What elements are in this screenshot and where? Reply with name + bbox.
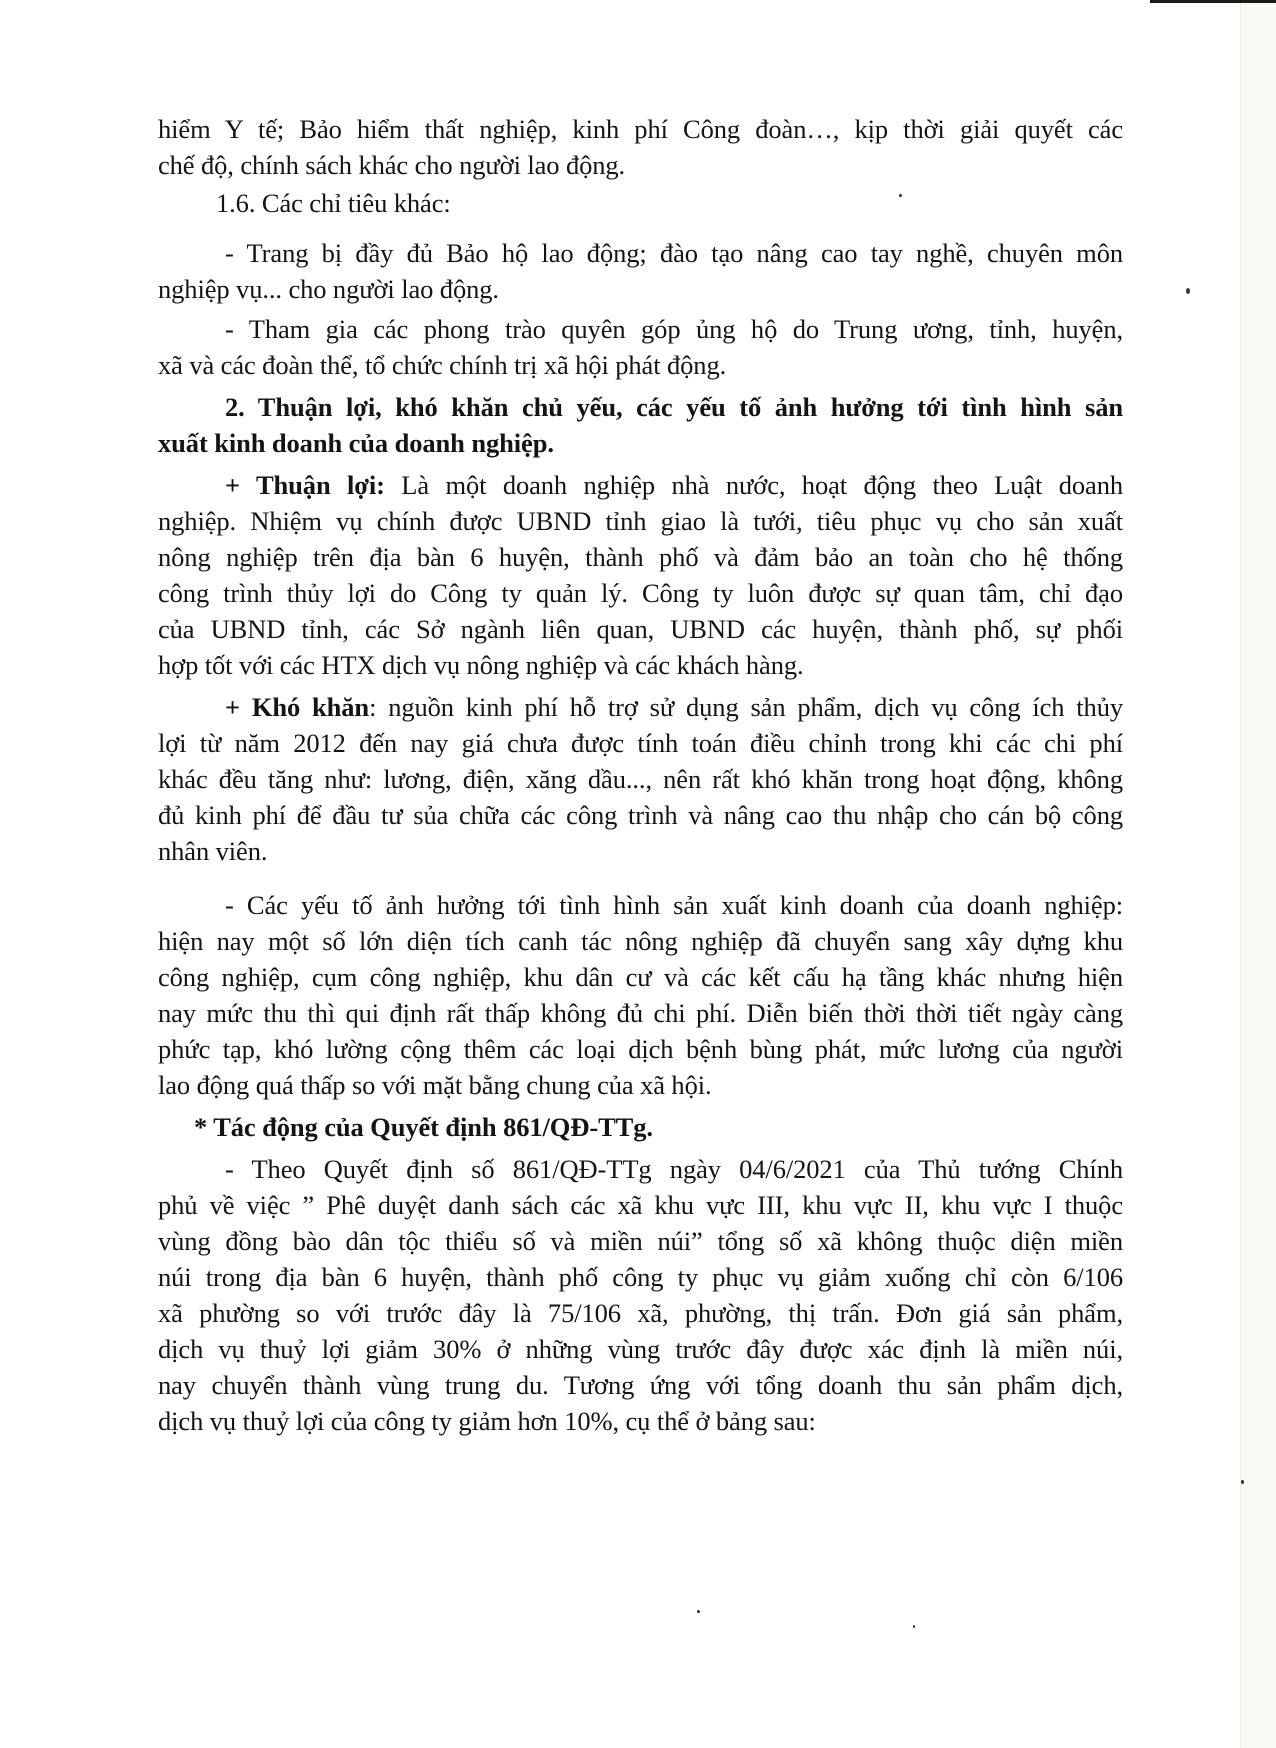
text-line: xã và các đoàn thể, tổ chức chính trị xã hội phát động. xyxy=(158,350,727,380)
text-line: hiện nay một số lớn diện tích canh tác nông nghiệp đã chuyển sang xây dựng khu xyxy=(158,926,1123,956)
text-line: nhân viên. xyxy=(158,836,268,866)
text-line: khác đều tăng như: lương, điện, xăng dầu..., nên rất khó khăn trong hoạt động, không xyxy=(158,764,1123,794)
difficulties-label: + Khó khăn xyxy=(225,692,370,722)
text-line: hiểm Y tế; Bảo hiểm thất nghiệp, kinh phí Công đoàn…, kịp thời giải quyết các xyxy=(158,114,1123,144)
text-line: - Theo Quyết định số 861/QĐ-TTg ngày 04/6/2021 của Thủ tướng Chính xyxy=(225,1154,1123,1184)
section-heading-2: 2. Thuận lợi, khó khăn chủ yếu, các yếu tố ảnh hưởng tới tình hình sản xyxy=(225,392,1123,422)
text-line: hợp tốt với các HTX dịch vụ nông nghiệp và các khách hàng. xyxy=(158,650,804,680)
text-line: phức tạp, khó lường cộng thêm các loại dịch bệnh bùng phát, mức lương của người xyxy=(158,1034,1123,1064)
scan-speck xyxy=(1241,1480,1244,1484)
text-line: nghiệp. Nhiệm vụ chính được UBND tỉnh giao là tưới, tiêu phục vụ cho sản xuất xyxy=(158,506,1123,536)
scan-right-edge xyxy=(1240,3,1276,1748)
section-heading-1-6: 1.6. Các chỉ tiêu khác: xyxy=(216,188,451,218)
scan-speck xyxy=(697,1610,700,1613)
text-line: lợi từ năm 2012 đến nay giá chưa được tính toán điều chỉnh trong khi các chi phí xyxy=(158,728,1123,758)
text-line: - Tham gia các phong trào quyên góp ủng hộ do Trung ương, tỉnh, huyện, xyxy=(225,314,1123,344)
text-line: + Khó khăn: nguồn kinh phí hỗ trợ sử dụng sản phẩm, dịch vụ công ích thủy xyxy=(225,692,1123,722)
scan-speck xyxy=(913,1625,915,1628)
text-line: lao động quá thấp so với mặt bằng chung của xã hội. xyxy=(158,1070,712,1100)
section-heading-861: * Tác động của Quyết định 861/QĐ-TTg. xyxy=(194,1112,653,1142)
text-line: + Thuận lợi: Là một doanh nghiệp nhà nước, hoạt động theo Luật doanh xyxy=(225,470,1123,500)
text-line: xã phường so với trước đây là 75/106 xã, phường, thị trấn. Đơn giá sản phẩm, xyxy=(158,1298,1123,1328)
text-line: phủ về việc ” Phê duyệt danh sách các xã khu vực III, khu vực II, khu vực I thuộc xyxy=(158,1190,1123,1220)
text-line: của UBND tỉnh, các Sở ngành liên quan, UBND các huyện, thành phố, sự phối xyxy=(158,614,1123,644)
scan-speck xyxy=(899,194,902,197)
text-line: nay mức thu thì qui định rất thấp không đủ chi phí. Diễn biến thời thời tiết ngày càng xyxy=(158,998,1123,1028)
scan-speck xyxy=(1186,288,1190,294)
text-line: dịch vụ thuỷ lợi giảm 30% ở những vùng trước đây được xác định là miền núi, xyxy=(158,1334,1123,1364)
text-line: nay chuyển thành vùng trung du. Tương ứng với tổng doanh thu sản phẩm dịch, xyxy=(158,1370,1123,1400)
text-line: nghiệp vụ... cho người lao động. xyxy=(158,274,499,304)
advantages-label: + Thuận lợi: xyxy=(225,470,385,500)
text-line: chế độ, chính sách khác cho người lao động. xyxy=(158,150,626,180)
text-line: - Trang bị đầy đủ Bảo hộ lao động; đào tạo nâng cao tay nghề, chuyên môn xyxy=(225,238,1123,268)
text-line: công nghiệp, cụm công nghiệp, khu dân cư và các kết cấu hạ tầng khác nhưng hiện xyxy=(158,962,1123,992)
text-line: - Các yếu tố ảnh hưởng tới tình hình sản xuất kinh doanh của doanh nghiệp: xyxy=(225,890,1123,920)
section-heading-2-cont: xuất kinh doanh của doanh nghiệp. xyxy=(158,428,554,458)
text-line: nông nghiệp trên địa bàn 6 huyện, thành phố và đảm bảo an toàn cho hệ thống xyxy=(158,542,1123,572)
text-line: đủ kinh phí để đầu tư sủa chữa các công trình và nâng cao thu nhập cho cán bộ công xyxy=(158,800,1123,830)
text-line: núi trong địa bàn 6 huyện, thành phố công ty phục vụ giảm xuống chỉ còn 6/106 xyxy=(158,1262,1123,1292)
text-line: dịch vụ thuỷ lợi của công ty giảm hơn 10%, cụ thể ở bảng sau: xyxy=(158,1406,816,1436)
text-line: vùng đồng bào dân tộc thiểu số và miền núi” tổng số xã không thuộc diện miền xyxy=(158,1226,1123,1256)
text-line: công trình thủy lợi do Công ty quản lý. Công ty luôn được sự quan tâm, chỉ đạo xyxy=(158,578,1123,608)
